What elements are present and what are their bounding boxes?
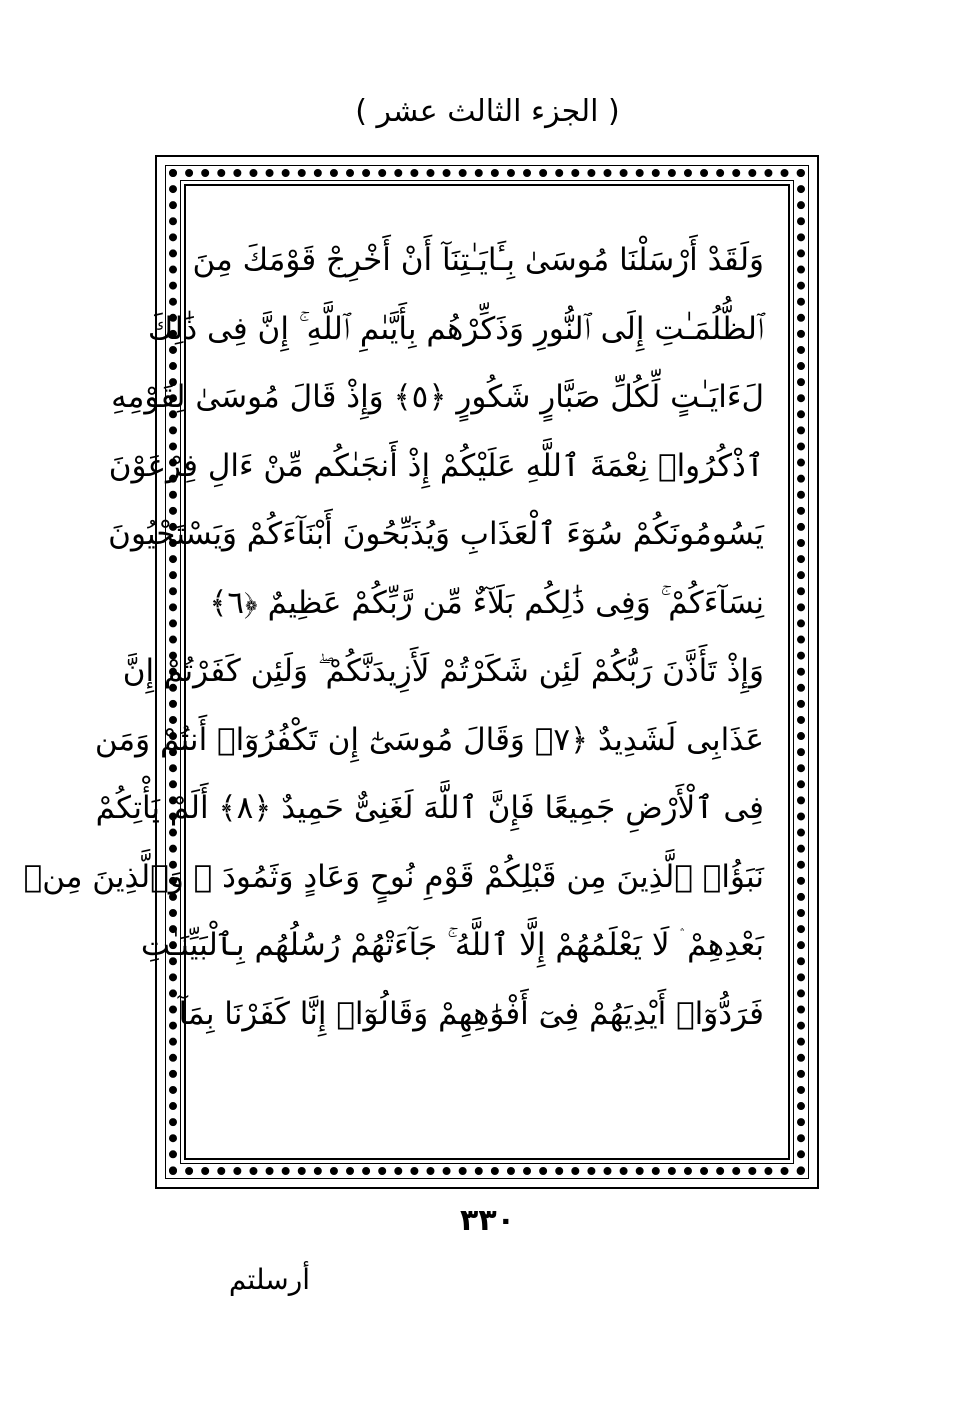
text-line-7: وَإِذْ تَأَذَّنَ رَبُّكُمْ لَئِن شَكَرْتُمْ لَأَزِيدَنَّكُمْ ۖ وَلَئِن كَفَرْتُمْ إِنَّ [122, 653, 764, 689]
text-line-1: وَلَقَدْ أَرْسَلْنَا مُوسَىٰ بِـَٔايَـٰتِنَآ أَنْ أَخْرِجْ قَوْمَكَ مِنَ [192, 242, 764, 278]
text-line-8: عَذَابِى لَشَدِيدٌ ﴿٧﴾ وَقَالَ مُوسَىٰٓ إِن تَكْفُرُوٓا۟ أَنتُمْ وَمَن [94, 721, 764, 758]
catchword: أرسلتم [228, 1263, 310, 1296]
quran-text-block [23, 226, 764, 1048]
text-line-6: نِسَآءَكُمْ ۚ وَفِى ذَٰلِكُم بَلَآءٌ مِّن رَّبِّكُمْ عَظِيمٌ ﴿٦﴾ [209, 584, 764, 621]
text-line-4: ٱذْكُرُوا۟ نِعْمَةَ ٱللَّهِ عَلَيْكُمْ إِذْ أَنجَىٰكُم مِّنْ ءَالِ فِرْعَوْنَ [108, 447, 764, 484]
text-line-9: فِى ٱلْأَرْضِ جَمِيعًا فَإِنَّ ٱللَّهَ لَغَنِىٌّ حَمِيدٌ ﴿٨﴾ أَلَمْ يَأْتِكُمْ [95, 790, 764, 826]
page-number: ٣٣٠ [460, 1203, 515, 1238]
text-line-3: لَءَايَـٰتٍ لِّكُلِّ صَبَّارٍ شَكُورٍ ﴿٥﴾ وَإِذْ قَالَ مُوسَىٰ لِقَوْمِهِ [111, 379, 764, 415]
text-line-5: يَسُومُونَكُمْ سُوٓءَ ٱلْعَذَابِ وَيُذَبِّحُونَ أَبْنَآءَكُمْ وَيَسْتَحْيُونَ [108, 516, 764, 552]
text-line-2: ٱلظُّلُمَـٰتِ إِلَى ٱلنُّورِ وَذَكِّرْهُم بِأَيَّىٰمِ ٱللَّهِ ۚ إِنَّ فِى ذَٰلِكَ [147, 310, 764, 347]
text-line-12: فَرَدُّوٓا۟ أَيْدِيَهُمْ فِىٓ أَفْوَٰهِهِمْ وَقَالُوٓا۟ إِنَّا كَفَرْنَا بِمَآ [178, 995, 764, 1032]
text-line-10: نَبَؤُا۟ ٱلَّذِينَ مِن قَبْلِكُمْ قَوْمِ نُوحٍ وَعَادٍ وَثَمُودَ ۛ وَٱلَّذِينَ مِنۢ [23, 858, 764, 895]
page-header: ( الجزء الثالث عشر ) [355, 94, 620, 129]
text-line-11: بَعْدِهِمْ ۛ لَا يَعْلَمُهُمْ إِلَّا ٱللَّهُ ۚ جَآءَتْهُمْ رُسُلُهُم بِٱلْبَيِّنَـٰتِ [140, 927, 764, 963]
